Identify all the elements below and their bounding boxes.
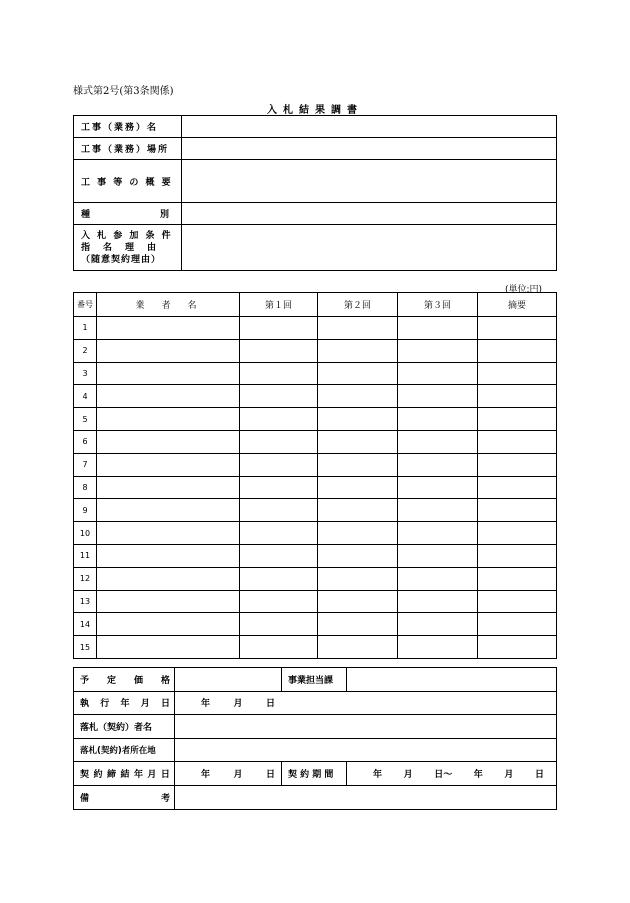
round3-cell[interactable] [398, 408, 478, 431]
exec-date-field[interactable] [175, 691, 557, 715]
round1-cell[interactable] [240, 408, 318, 431]
row-number: 10 [74, 522, 97, 545]
table-row [74, 590, 557, 613]
contract-date-field[interactable] [175, 762, 282, 786]
winner-address-label: 落札(契約)者所在地 [74, 738, 175, 762]
row-number: 12 [74, 567, 97, 590]
col-header-round1: 第１回 [240, 293, 318, 317]
day-label: 日 [265, 770, 275, 781]
round2-cell[interactable] [318, 544, 398, 567]
dept-field[interactable] [347, 668, 557, 692]
planned-price-field[interactable] [175, 668, 282, 692]
category-label [74, 203, 182, 225]
table-row [74, 408, 557, 431]
category-field[interactable] [182, 203, 557, 225]
vendor-cell[interactable] [97, 522, 240, 545]
row-number: 1 [74, 317, 97, 340]
exec-date-char: 執 [80, 699, 90, 710]
round2-cell[interactable] [318, 636, 398, 659]
round1-cell[interactable] [240, 430, 318, 453]
row-number: 8 [74, 476, 97, 499]
round1-cell[interactable] [240, 590, 318, 613]
round2-cell[interactable] [318, 317, 398, 340]
table-row [74, 613, 557, 636]
table-row [74, 317, 557, 340]
dept-label: 事業担当課 [282, 668, 347, 692]
planned-price-char: 格 [160, 675, 170, 686]
table-row [74, 430, 557, 453]
planned-price-char: 定 [106, 675, 116, 686]
note-cell[interactable] [478, 385, 557, 408]
note-cell[interactable] [478, 499, 557, 522]
table-row [74, 453, 557, 476]
contract-date-label [74, 762, 175, 786]
contract-date-char: 締 [106, 770, 116, 781]
document-title: 入札結果調書 [267, 105, 363, 116]
vendor-cell[interactable] [97, 362, 240, 385]
row-number: 15 [74, 636, 97, 659]
round1-cell[interactable] [240, 385, 318, 408]
vendor-cell[interactable] [97, 453, 240, 476]
conditions-line-3: （随意契約理由） [81, 254, 162, 265]
planned-price-char: 予 [80, 675, 90, 686]
remarks-label [74, 785, 175, 809]
month-label: 月 [233, 770, 243, 781]
col-header-round3: 第３回 [398, 293, 478, 317]
project-location-field[interactable] [182, 138, 557, 160]
vendor-cell[interactable] [97, 430, 240, 453]
vendor-cell[interactable] [97, 385, 240, 408]
vendor-cell[interactable] [97, 499, 240, 522]
table-row [74, 476, 557, 499]
contract-date-char: 年 [133, 770, 143, 781]
round1-cell[interactable] [240, 317, 318, 340]
round3-cell[interactable] [398, 590, 478, 613]
conditions-label [74, 225, 182, 271]
winner-address-field[interactable] [175, 738, 557, 762]
project-outline-label: 工 事 等 の 概 要 [74, 160, 182, 203]
note-cell[interactable] [478, 476, 557, 499]
round2-cell[interactable] [318, 430, 398, 453]
vendor-cell[interactable] [97, 590, 240, 613]
note-cell[interactable] [478, 567, 557, 590]
round3-cell[interactable] [398, 430, 478, 453]
year-label: 年 [373, 770, 383, 781]
note-cell[interactable] [478, 590, 557, 613]
contract-date-char: 結 [120, 770, 130, 781]
vendor-cell[interactable] [97, 544, 240, 567]
project-name-field[interactable] [182, 116, 557, 138]
note-cell[interactable] [478, 317, 557, 340]
table-row [74, 385, 557, 408]
col-header-round2: 第２回 [318, 293, 398, 317]
row-number: 13 [74, 590, 97, 613]
note-cell[interactable] [478, 339, 557, 362]
vendor-cell[interactable] [97, 339, 240, 362]
col-header-number: 番号 [74, 293, 97, 317]
table-row [74, 499, 557, 522]
row-number: 11 [74, 544, 97, 567]
row-number: 9 [74, 499, 97, 522]
row-number: 5 [74, 408, 97, 431]
day-from-label: 日～ [434, 770, 453, 781]
round2-cell[interactable] [318, 453, 398, 476]
round2-cell[interactable] [318, 590, 398, 613]
planned-price-label [74, 668, 175, 692]
note-cell[interactable] [478, 522, 557, 545]
vendor-cell[interactable] [97, 408, 240, 431]
table-row [74, 339, 557, 362]
year-label: 年 [201, 770, 211, 781]
year-label: 年 [201, 699, 211, 710]
round3-cell[interactable] [398, 317, 478, 340]
contract-date-char: 契 [80, 770, 90, 781]
table-row [74, 567, 557, 590]
round3-cell[interactable] [398, 362, 478, 385]
year-label: 年 [473, 770, 483, 781]
exec-date-label [74, 691, 175, 715]
remarks-char: 備 [80, 793, 90, 804]
project-info-table [73, 115, 557, 271]
project-name-label: 工事（業務）名 [74, 116, 182, 138]
planned-price-char: 価 [133, 675, 143, 686]
exec-date-char: 月 [140, 699, 150, 710]
round2-cell[interactable] [318, 339, 398, 362]
round2-cell[interactable] [318, 476, 398, 499]
round1-cell[interactable] [240, 476, 318, 499]
round1-cell[interactable] [240, 636, 318, 659]
conditions-field[interactable] [182, 225, 557, 271]
month-label: 月 [403, 770, 413, 781]
round3-cell[interactable] [398, 453, 478, 476]
bid-results-table [73, 292, 557, 659]
month-label: 月 [504, 770, 514, 781]
round3-cell[interactable] [398, 499, 478, 522]
contract-date-char: 約 [93, 770, 103, 781]
unit-label: (単位:円) [505, 285, 543, 295]
row-number: 14 [74, 613, 97, 636]
category-label-2: 別 [159, 210, 171, 220]
round1-cell[interactable] [240, 362, 318, 385]
contract-date-char: 日 [160, 770, 170, 781]
day-label: 日 [265, 699, 275, 710]
row-number: 2 [74, 339, 97, 362]
conditions-line-2: 指 名 理 由 [81, 242, 159, 253]
project-outline-field[interactable] [182, 160, 557, 203]
vendor-cell[interactable] [97, 613, 240, 636]
row-number: 7 [74, 453, 97, 476]
round2-cell[interactable] [318, 522, 398, 545]
round1-cell[interactable] [240, 567, 318, 590]
row-number: 3 [74, 362, 97, 385]
round2-cell[interactable] [318, 567, 398, 590]
col-header-note: 摘要 [478, 293, 557, 317]
exec-date-char: 行 [100, 699, 110, 710]
table-row [74, 544, 557, 567]
note-cell[interactable] [478, 613, 557, 636]
contract-period-field[interactable] [347, 762, 557, 786]
round3-cell[interactable] [398, 522, 478, 545]
contract-info-table [73, 667, 557, 810]
category-label-1: 種 [81, 210, 93, 220]
table-row [74, 362, 557, 385]
day-label: 日 [534, 770, 544, 781]
round1-cell[interactable] [240, 453, 318, 476]
conditions-line-1: 入 札 参 加 条 件 [81, 230, 173, 241]
col-header-vendor: 業 者 名 [97, 293, 240, 317]
month-label: 月 [233, 699, 243, 710]
row-number: 4 [74, 385, 97, 408]
exec-date-char: 年 [120, 699, 130, 710]
round2-cell[interactable] [318, 613, 398, 636]
round3-cell[interactable] [398, 613, 478, 636]
round1-cell[interactable] [240, 522, 318, 545]
winner-name-field[interactable] [175, 715, 557, 739]
form-number: 様式第2号(第3条関係) [73, 86, 174, 97]
vendor-cell[interactable] [97, 636, 240, 659]
round3-cell[interactable] [398, 544, 478, 567]
note-cell[interactable] [478, 544, 557, 567]
round3-cell[interactable] [398, 385, 478, 408]
remarks-field[interactable] [175, 785, 557, 809]
note-cell[interactable] [478, 362, 557, 385]
round2-cell[interactable] [318, 499, 398, 522]
round3-cell[interactable] [398, 339, 478, 362]
contract-period-label: 契 約 期 間 [282, 762, 347, 786]
round1-cell[interactable] [240, 339, 318, 362]
table-row [74, 522, 557, 545]
remarks-char: 考 [160, 793, 170, 804]
round2-cell[interactable] [318, 362, 398, 385]
note-cell[interactable] [478, 408, 557, 431]
table-row [74, 636, 557, 659]
note-cell[interactable] [478, 453, 557, 476]
round3-cell[interactable] [398, 636, 478, 659]
round1-cell[interactable] [240, 613, 318, 636]
round1-cell[interactable] [240, 499, 318, 522]
round3-cell[interactable] [398, 567, 478, 590]
row-number: 6 [74, 430, 97, 453]
note-cell[interactable] [478, 430, 557, 453]
round3-cell[interactable] [398, 476, 478, 499]
vendor-cell[interactable] [97, 317, 240, 340]
vendor-cell[interactable] [97, 476, 240, 499]
winner-name-label: 落札（契約）者名 [74, 715, 175, 739]
contract-date-char: 月 [147, 770, 157, 781]
round2-cell[interactable] [318, 408, 398, 431]
round2-cell[interactable] [318, 385, 398, 408]
project-location-label: 工事（業務）場所 [74, 138, 182, 160]
exec-date-char: 日 [160, 699, 170, 710]
note-cell[interactable] [478, 636, 557, 659]
round1-cell[interactable] [240, 544, 318, 567]
vendor-cell[interactable] [97, 567, 240, 590]
